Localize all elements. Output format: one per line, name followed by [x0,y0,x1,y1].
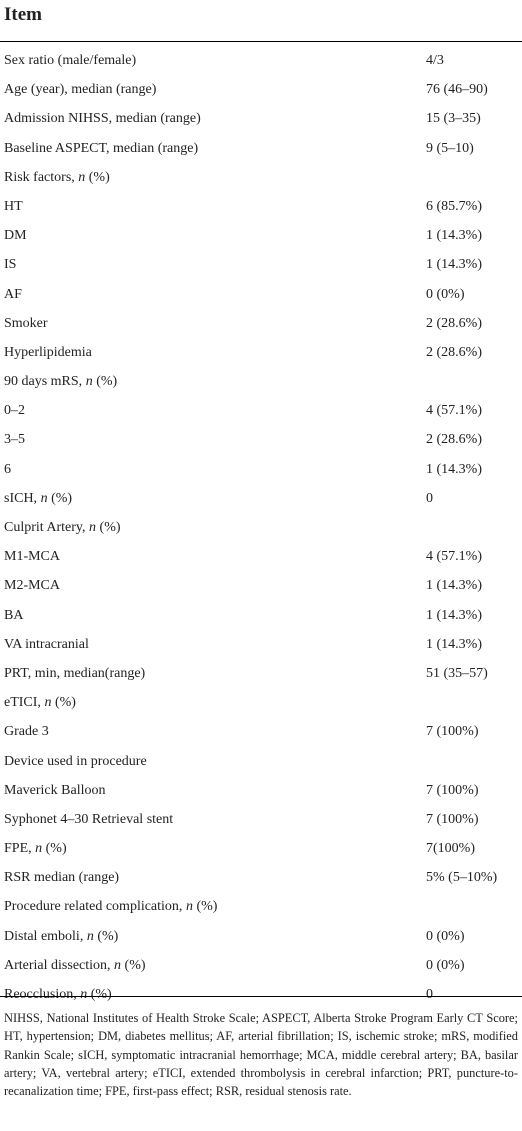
row-value: 51 (35–57) [426,665,488,681]
row-value: 0 [426,490,433,506]
row-label [4,309,48,338]
row-label-text: 6 [4,461,11,477]
row-label [4,688,76,717]
row-label [4,338,92,367]
table-row [0,601,522,630]
row-label [4,513,121,542]
row-label-text: VA intracranial [4,636,89,652]
table-row [0,250,522,279]
row-label-italic: n [185,899,193,915]
table-row [0,367,522,396]
row-label [4,134,198,163]
table-row [0,659,522,688]
row-label [4,747,147,776]
row-label-italic: n [114,957,122,973]
row-label-suffix: (%) [192,899,218,915]
row-label-text: BA [4,607,24,623]
row-label [4,250,16,279]
row-label [4,571,60,600]
table-row [0,542,522,571]
row-value: 6 (85.7%) [426,198,482,214]
row-label-suffix: (%) [47,490,73,506]
table-row [0,484,522,513]
table-row [0,309,522,338]
table-row [0,513,522,542]
row-label-text: AF [4,286,22,302]
row-label-italic: n [40,490,48,506]
table-row [0,747,522,776]
table-row [0,717,522,746]
row-value: 7 (100%) [426,724,479,740]
row-label [4,980,112,1009]
table-row [0,104,522,133]
row-label [4,834,67,863]
row-label-text: Procedure related complication, [4,899,186,915]
row-label-text: Baseline ASPECT, median (range) [4,140,199,156]
row-label-text: Smoker [4,315,48,331]
row-label-suffix: (%) [87,987,112,1002]
row-label-italic: n [80,987,88,1002]
row-label-text: 90 days mRS, [4,374,86,390]
row-value: 1 (14.3%) [426,228,482,244]
row-label [4,280,22,309]
row-label-text: M2-MCA [4,578,61,594]
row-value: 2 (28.6%) [426,344,482,360]
row-label [4,104,201,133]
table-row [0,805,522,834]
row-label [4,163,110,192]
table-header [0,0,522,42]
row-label [4,542,60,571]
row-label-text: DM [4,228,27,244]
row-label-suffix: (%) [42,841,67,857]
row-label-suffix: (%) [121,957,146,973]
row-label-suffix: (%) [51,695,76,711]
row-label [4,863,119,892]
row-label-text: 3–5 [4,432,25,448]
table-bottom-rule [0,996,522,997]
row-label-text: 0–2 [4,403,25,419]
row-label [4,221,27,250]
row-label [4,659,145,688]
row-label-text: Age (year), median (range) [4,82,157,98]
row-label-italic: n [86,928,94,944]
row-label-italic: n [44,695,52,711]
table-row [0,892,522,921]
row-value: 76 (46–90) [426,82,488,98]
row-value: 9 (5–10) [426,140,474,156]
row-value: 1 (14.3%) [426,636,482,652]
table-row [0,221,522,250]
row-label-suffix: (%) [96,520,121,535]
row-label [4,455,11,484]
row-label [4,630,89,659]
row-value: 15 (3–35) [426,111,481,127]
row-label-text: M1-MCA [4,549,61,565]
row-label [4,951,146,980]
table-row [0,163,522,192]
row-value: 1 (14.3%) [426,461,482,477]
row-label-text: sICH, [4,490,41,506]
table-row [0,863,522,892]
row-label [4,717,49,746]
table-row [0,630,522,659]
table-row [0,455,522,484]
column-header-item: Item [4,4,42,25]
row-label [4,425,25,454]
row-label [4,46,136,75]
table-row [0,688,522,717]
row-value: 7 (100%) [426,811,479,827]
row-label [4,892,217,921]
row-label-text: HT [4,198,23,214]
row-label-text: IS [4,257,17,273]
row-label-text: eTICI, [4,695,45,711]
table-footnote: NIHSS, National Institutes of Health Stroke Scale; ASPECT, Alberta Stroke Program Early CT Score; HT, hypertension; DM, diabetes mellitus; AF, arterial fibrillation; IS, ischemic stroke; mRS, modified Rankin Scale; sICH, symptomatic intracranial hemorrhage; MCA, middle cerebral artery; BA, basilar artery; VA, vertebral artery; eTICI, extended thrombolysis in cerebral infarction; PRT, puncture-to-recanalization time; FPE, first-pass effect; RSR, residual stenosis rate. [4,1011,518,1099]
table-body [0,46,522,1009]
row-label [4,805,173,834]
row-label-text: Culprit Artery, [4,520,90,535]
row-value: 2 (28.6%) [426,432,482,448]
row-label-text: Arterial dissection, [4,957,115,973]
row-label-italic: n [78,169,86,185]
row-label [4,367,117,396]
table-row [0,980,522,1009]
row-value: 0 (0%) [426,928,465,944]
row-label-text: Risk factors, [4,169,79,185]
row-label [4,484,72,513]
row-value: 1 (14.3%) [426,578,482,594]
row-label-text: PRT, min, median(range) [4,665,146,681]
row-label [4,396,25,425]
row-value: 4/3 [426,53,444,68]
table-row [0,571,522,600]
row-value: 0 (0%) [426,957,465,973]
row-value: 1 (14.3%) [426,257,482,273]
row-label-text: FPE, [4,841,36,857]
row-label-text: RSR median (range) [4,870,120,886]
row-label [4,601,23,630]
row-label-text: Grade 3 [4,724,49,740]
row-value: 4 (57.1%) [426,549,482,565]
row-value: 0 [426,987,433,1002]
table-row [0,396,522,425]
table-row [0,46,522,75]
row-value: 4 (57.1%) [426,403,482,419]
row-value: 1 (14.3%) [426,607,482,623]
table-row [0,425,522,454]
table-row [0,338,522,367]
row-label-suffix: (%) [92,374,118,390]
table-row [0,75,522,104]
row-label-text: Sex ratio (male/female) [4,53,137,68]
row-label [4,776,105,805]
table-row [0,776,522,805]
row-label-text: Distal emboli, [4,928,87,944]
row-value: 7 (100%) [426,782,479,798]
row-label-suffix: (%) [85,169,110,185]
row-value: 7(100%) [426,841,475,857]
row-label-text: Device used in procedure [4,753,147,769]
row-label-suffix: (%) [93,928,119,944]
row-label-text: Admission NIHSS, median (range) [4,111,201,127]
row-value: 2 (28.6%) [426,315,482,331]
row-value: 5% (5–10%) [426,870,498,886]
row-label [4,192,23,221]
row-value: 0 (0%) [426,286,465,302]
row-label-italic: n [89,520,97,535]
row-label [4,922,118,951]
row-label [4,75,156,104]
row-label-text: Reocclusion, [4,987,81,1002]
row-label-text: Hyperlipidemia [4,344,92,360]
row-label-italic: n [85,374,93,390]
row-label-italic: n [35,841,43,857]
row-label-text: Syphonet 4–30 Retrieval stent [4,811,174,827]
row-label-text: Maverick Balloon [4,782,106,798]
table-row [0,834,522,863]
table-row [0,280,522,309]
table-row [0,922,522,951]
table-row [0,134,522,163]
table-row [0,951,522,980]
table-row [0,192,522,221]
